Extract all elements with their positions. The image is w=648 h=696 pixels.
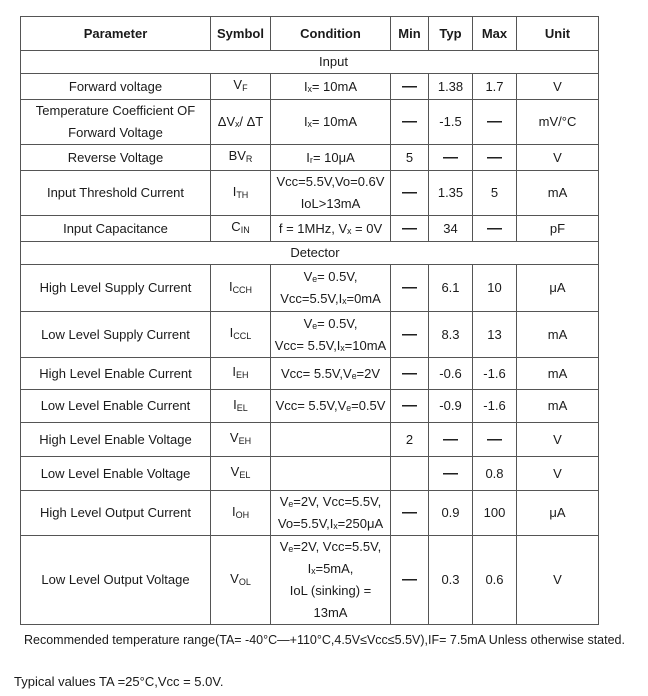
header-max: Max (473, 17, 517, 51)
min-cell (391, 536, 429, 625)
max-value: 1.7 (485, 78, 504, 94)
table-row (21, 491, 599, 536)
symbol-cell (211, 312, 271, 358)
symbol-cell (211, 358, 271, 390)
symbol-subscript: EH (238, 436, 252, 446)
table-row (21, 74, 599, 100)
param-text: Low Level Supply Current (41, 326, 190, 342)
unit-value: μA (549, 280, 566, 295)
max-cell (473, 216, 517, 242)
condition-line: f = 1MHz, Vₓ = 0V (278, 220, 383, 236)
max-cell (473, 423, 517, 457)
unit-cell (517, 265, 599, 312)
max-value: -1.6 (483, 365, 506, 381)
symbol-subscript: EH (236, 370, 249, 380)
table-row (21, 265, 599, 312)
condition-cell (271, 491, 391, 536)
symbol-cell (211, 216, 271, 242)
section-row (21, 51, 599, 74)
symbol-base: V (230, 570, 239, 586)
min-value: — (402, 571, 417, 588)
min-cell (391, 216, 429, 242)
typ-value: — (443, 148, 458, 166)
param-cell (21, 145, 211, 171)
unit-cell (517, 145, 599, 171)
param-cell (21, 457, 211, 491)
param-cell (21, 423, 211, 457)
condition-cell (271, 312, 391, 358)
symbol-subscript: CCH (232, 284, 253, 295)
unit-value: μA (549, 505, 566, 520)
typ-value: 34 (443, 220, 458, 236)
symbol-subscript: OL (238, 576, 251, 587)
typ-cell (429, 312, 473, 358)
max-cell (473, 74, 517, 100)
max-value: — (487, 113, 502, 130)
symbol-cell (211, 100, 271, 145)
unit-cell (517, 216, 599, 242)
unit-cell (517, 171, 599, 216)
table-row (21, 536, 599, 625)
table-row (21, 358, 599, 390)
header-min: Min (391, 17, 429, 51)
param-text: Low Level Enable Voltage (40, 465, 191, 481)
min-cell (391, 491, 429, 536)
unit-cell (517, 491, 599, 536)
min-cell (391, 265, 429, 312)
symbol-base: I (233, 396, 237, 412)
typ-cell (429, 265, 473, 312)
min-cell (391, 457, 429, 491)
max-value: 10 (487, 280, 502, 295)
max-cell (473, 312, 517, 358)
param-text: Input Threshold Current (46, 185, 185, 200)
symbol-cell (211, 265, 271, 312)
min-value: — (402, 184, 417, 201)
max-value: 0.8 (485, 465, 504, 481)
max-cell (473, 457, 517, 491)
max-cell (473, 145, 517, 171)
param-cell (21, 536, 211, 625)
unit-value: V (553, 465, 562, 481)
condition-cell (271, 216, 391, 242)
typ-cell (429, 171, 473, 216)
param-text: High Level Enable Current (39, 365, 192, 381)
symbol-subscript: R (245, 154, 253, 164)
condition-cell (271, 358, 391, 390)
symbol-base: I (232, 183, 237, 199)
symbol-cell (211, 457, 271, 491)
symbol-subscript: OH (235, 509, 250, 520)
min-value: — (402, 279, 417, 296)
max-cell (473, 491, 517, 536)
symbol-subscript: TH (236, 189, 249, 200)
typ-value: -0.6 (439, 365, 462, 381)
typ-cell (429, 457, 473, 491)
note-text: Recommended temperature range(TA= -40°C—+110°C,4.5V≤Vcc≤5.5V),IF= 7.5mA Unless otherwise stated. (24, 633, 625, 647)
typ-value: -0.9 (439, 398, 462, 413)
typ-cell (429, 536, 473, 625)
condition-cell (271, 100, 391, 145)
min-cell (391, 423, 429, 457)
unit-value: V (553, 572, 562, 587)
param-text: Input Capacitance (63, 220, 168, 236)
table-row (21, 312, 599, 358)
typ-value: 8.3 (441, 326, 460, 342)
typical-values-note (14, 674, 223, 689)
section-row (21, 242, 599, 265)
unit-value: V (553, 78, 562, 94)
param-line: Temperature Coefficient OF (35, 103, 196, 118)
table-row (21, 171, 599, 216)
typ-cell (429, 74, 473, 100)
unit-cell (517, 457, 599, 491)
min-value: — (402, 113, 417, 130)
unit-value: pF (549, 220, 566, 236)
header-unit: Unit (517, 17, 599, 51)
section-input: Input (21, 51, 599, 74)
param-text: Forward voltage (68, 78, 163, 94)
unit-value: mV/°C (538, 114, 577, 129)
symbol-text: ΔVₓ/ ΔT (217, 114, 264, 129)
typ-cell (429, 145, 473, 171)
symbol-base: BV (228, 148, 246, 163)
param-line: Forward Voltage (68, 125, 163, 140)
param-cell (21, 265, 211, 312)
typ-value: 0.9 (441, 505, 460, 520)
condition-line: Vcc=5.5V,Iₓ=0mA (280, 291, 381, 306)
max-cell (473, 390, 517, 423)
condition-line: Vcc= 5.5V,Vₑ=0.5V (275, 398, 386, 413)
condition-cell (271, 265, 391, 312)
condition-cell (271, 171, 391, 216)
typ-value: — (443, 430, 458, 448)
min-cell (391, 100, 429, 145)
min-value: — (402, 77, 417, 95)
unit-cell (517, 390, 599, 423)
table-row (21, 100, 599, 145)
condition-line: IoL (sinking) = 13mA (289, 583, 372, 620)
symbol-base: I (229, 325, 234, 340)
min-value: — (402, 504, 417, 521)
min-cell (391, 358, 429, 390)
unit-cell (517, 312, 599, 358)
unit-value: mA (547, 326, 568, 342)
typ-value: 0.3 (441, 572, 460, 587)
typical-text: Typical values TA =25°C,Vcc = 5.0V. (14, 674, 224, 689)
condition-cell (271, 536, 391, 625)
max-value: — (487, 148, 502, 166)
min-value: 2 (405, 431, 414, 447)
symbol-base: V (229, 430, 239, 445)
max-cell (473, 265, 517, 312)
condition-line: Vcc=5.5V,Vo=0.6V (276, 174, 385, 189)
min-value: — (402, 325, 417, 343)
unit-value: mA (547, 365, 568, 381)
unit-cell (517, 74, 599, 100)
max-cell (473, 536, 517, 625)
typ-value: — (443, 464, 458, 482)
condition-line: Vo=5.5V,Iₓ=250μA (277, 516, 384, 531)
symbol-subscript: EL (236, 402, 248, 413)
max-cell (473, 100, 517, 145)
condition-line: Vₑ= 0.5V, (303, 315, 358, 331)
typ-cell (429, 491, 473, 536)
unit-value: mA (547, 185, 568, 200)
symbol-base: V (230, 464, 240, 479)
condition-cell (271, 390, 391, 423)
min-cell (391, 171, 429, 216)
symbol-base: I (231, 503, 236, 519)
typ-cell (429, 358, 473, 390)
condition-line: Vₑ=2V, Vcc=5.5V, (279, 494, 382, 509)
symbol-cell (211, 171, 271, 216)
condition-line: Iₓ= 10mA (303, 114, 358, 129)
param-cell (21, 100, 211, 145)
param-text: Low Level Enable Current (40, 398, 191, 413)
param-cell (21, 216, 211, 242)
max-value: 100 (483, 505, 506, 520)
header-row (21, 17, 599, 51)
typ-value: 6.1 (441, 280, 460, 295)
symbol-cell (211, 74, 271, 100)
typ-value: 1.38 (437, 78, 464, 94)
condition-line: Iᵣ= 10μA (306, 149, 355, 165)
condition-cell (271, 423, 391, 457)
unit-value: mA (547, 398, 568, 413)
max-value: — (487, 430, 502, 448)
symbol-subscript: EL (239, 470, 251, 480)
symbol-cell (211, 145, 271, 171)
min-cell (391, 390, 429, 423)
table-row (21, 145, 599, 171)
symbol-cell (211, 491, 271, 536)
typ-value: 1.35 (437, 185, 464, 200)
param-text: Low Level Output Voltage (41, 572, 190, 587)
table-row (21, 423, 599, 457)
unit-cell (517, 100, 599, 145)
typ-cell (429, 390, 473, 423)
unit-cell (517, 536, 599, 625)
symbol-subscript: CCL (233, 331, 252, 341)
param-cell (21, 312, 211, 358)
param-text: Reverse Voltage (67, 149, 164, 165)
table-row (21, 457, 599, 491)
condition-line: Vcc= 5.5V,Iₓ=10mA (274, 337, 387, 353)
symbol-cell (211, 390, 271, 423)
symbol-base: V (233, 77, 243, 92)
typ-value: -1.5 (439, 114, 462, 129)
unit-value: V (553, 431, 562, 447)
condition-line: Iₓ=5mA, (307, 561, 354, 576)
symbol-cell (211, 536, 271, 625)
min-value: — (402, 364, 417, 382)
param-text: High Level Supply Current (39, 280, 192, 295)
typ-cell (429, 100, 473, 145)
param-cell (21, 171, 211, 216)
min-cell (391, 312, 429, 358)
max-value: 5 (490, 185, 499, 200)
min-value: — (402, 397, 417, 414)
unit-cell (517, 358, 599, 390)
unit-cell (517, 423, 599, 457)
min-cell (391, 145, 429, 171)
condition-line: IoL>13mA (300, 196, 361, 211)
header-parameter: Parameter (21, 17, 211, 51)
min-cell (391, 74, 429, 100)
header-typ: Typ (429, 17, 473, 51)
param-cell (21, 74, 211, 100)
condition-line: Vcc= 5.5V,Vₑ=2V (280, 365, 381, 381)
param-cell (21, 358, 211, 390)
symbol-base: I (232, 364, 237, 379)
condition-cell (271, 145, 391, 171)
spec-table (20, 16, 599, 625)
param-text: High Level Enable Voltage (39, 431, 192, 447)
min-value: 5 (405, 149, 414, 165)
max-value: 0.6 (485, 572, 504, 587)
min-value: — (402, 219, 417, 237)
symbol-cell (211, 423, 271, 457)
unit-value: V (553, 149, 562, 165)
header-symbol: Symbol (211, 17, 271, 51)
symbol-base: C (231, 219, 241, 234)
param-text: High Level Output Current (39, 505, 192, 520)
max-cell (473, 171, 517, 216)
condition-line: Iₓ= 10mA (303, 78, 358, 94)
max-value: — (487, 219, 502, 237)
max-value: 13 (487, 326, 502, 342)
max-cell (473, 358, 517, 390)
param-cell (21, 390, 211, 423)
condition-line: Vₑ=2V, Vcc=5.5V, (279, 539, 382, 554)
symbol-subscript: IN (240, 225, 250, 235)
typ-cell (429, 216, 473, 242)
table-row (21, 216, 599, 242)
section-detector: Detector (21, 242, 599, 265)
header-condition: Condition (271, 17, 391, 51)
condition-cell (271, 74, 391, 100)
symbol-subscript: F (242, 83, 248, 93)
param-cell (21, 491, 211, 536)
max-value: -1.6 (483, 398, 506, 413)
typ-cell (429, 423, 473, 457)
table-row (21, 390, 599, 423)
symbol-base: I (228, 278, 233, 294)
condition-cell (271, 457, 391, 491)
conditions-note (24, 633, 625, 647)
condition-line: Vₑ= 0.5V, (303, 269, 358, 284)
